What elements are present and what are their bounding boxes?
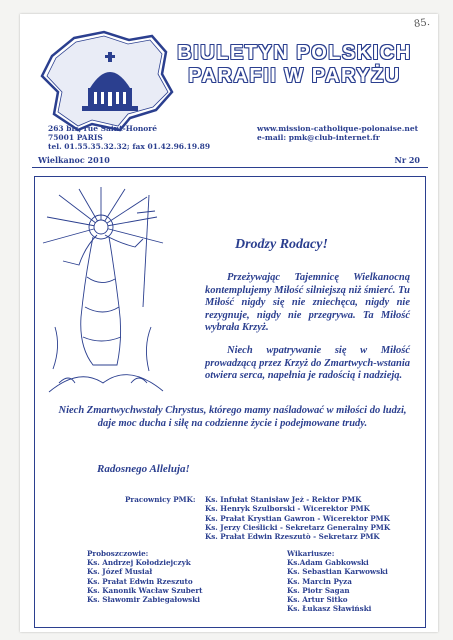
vicar-item: Ks.Adam Gabkowski [287, 558, 369, 567]
wikariusze-list [287, 558, 388, 614]
address-street: 263 bis, rue Saint-Honoré [48, 124, 158, 133]
letter-box [34, 176, 426, 628]
staff-member: Ks. Infułat Stanisław Jeż - Rektor PMK [205, 495, 362, 504]
pastor-item: Ks. Prałat Edwin Rzeszuto [87, 576, 193, 586]
issue-row [32, 155, 428, 167]
vicar-item: Ks. Marcin Pyza [287, 576, 352, 586]
letter-paragraph-2: Niech wpatrywanie się w Miłość prowadzącą przez Krzyż do Zmartwych-wstania otwiera serca, napełnia je radością i nadzieją. [205, 345, 410, 381]
proboszczowie-heading: Proboszczowie: [87, 549, 149, 558]
pastor-item: Ks. Kanonik Wacław Szubert [87, 585, 203, 595]
staff-member: Ks. Prałat Krystian Gawron - Wicerektor PMK [205, 513, 390, 523]
web-contact [257, 124, 418, 142]
letter-paragraph-1: Przeżywając Tajemnicę Wielkanocną kontemplujemy Miłość silniejszą niż śmierć. Tu Miłość nigdy się nie zniechęca, nigdy nie rezygnuje, nigdy nie przegrywa. Ta Miłość wybrała Krzyż. [205, 272, 410, 333]
postal-address [48, 124, 210, 151]
vicar-item: Ks. Łukasz Sławiński [287, 604, 372, 614]
title-line-1: BIULETYN POLSKICH [177, 42, 412, 64]
vicar-item: Ks. Sebastian Karwowski [287, 567, 388, 577]
proboszczowie-list [87, 558, 202, 604]
issue-number: Nr 20 [394, 155, 420, 165]
bulletin-title [152, 42, 437, 88]
pastor-item: Ks. Sławomir Zabiegałowski [87, 595, 200, 605]
edition-label: Wielkanoc 2010 [38, 155, 110, 165]
closing-wish: Radosnego Alleluja! [97, 463, 190, 475]
header [32, 24, 428, 164]
pastor-item: Ks. Andrzej Kołodziejczyk [87, 558, 191, 567]
website-link[interactable]: www.mission-catholique-polonaise.net [257, 124, 419, 133]
address-phone: tel. 01.55.35.32.32; fax 01.42.96.19.89 [48, 142, 211, 151]
pastor-item: Ks. Józef Musiał [87, 567, 153, 577]
vicar-item: Ks. Artur Sitko [287, 595, 348, 605]
staff-member: Ks. Henryk Szulborski - Wicerektor PMK [205, 504, 370, 514]
staff-heading: Pracownicy PMK: [125, 495, 196, 504]
header-divider [32, 167, 428, 168]
wikariusze-heading: Wikariusze: [287, 549, 335, 558]
vicar-item: Ks. Piotr Sagan [287, 585, 350, 595]
title-line-2: PARAFII W PARYŻU [188, 65, 401, 87]
staff-member: Ks. Prałat Edwin Rzeszutò - Sekretarz PMK [205, 532, 380, 542]
letter-paragraph-3: Niech Zmartwychwstały Chrystus, którego mamy naśladować w miłości do ludzi, daje moc ducha i siłę na codzienne życie i podejmowane trudy. [58, 405, 407, 429]
risen-christ-illustration [39, 187, 169, 397]
greeting: Drodzy Rodacy! [235, 237, 328, 252]
email-link[interactable]: e-mail: pmk@club-internet.fr [257, 133, 380, 142]
handwritten-note: 85. [413, 16, 431, 31]
address-city: 75001 PARIS [48, 133, 103, 142]
bulletin-page [20, 14, 438, 632]
staff-list [205, 495, 390, 541]
staff-member: Ks. Jerzy Cieślicki - Sekretarz Generalny PMK [205, 522, 391, 532]
